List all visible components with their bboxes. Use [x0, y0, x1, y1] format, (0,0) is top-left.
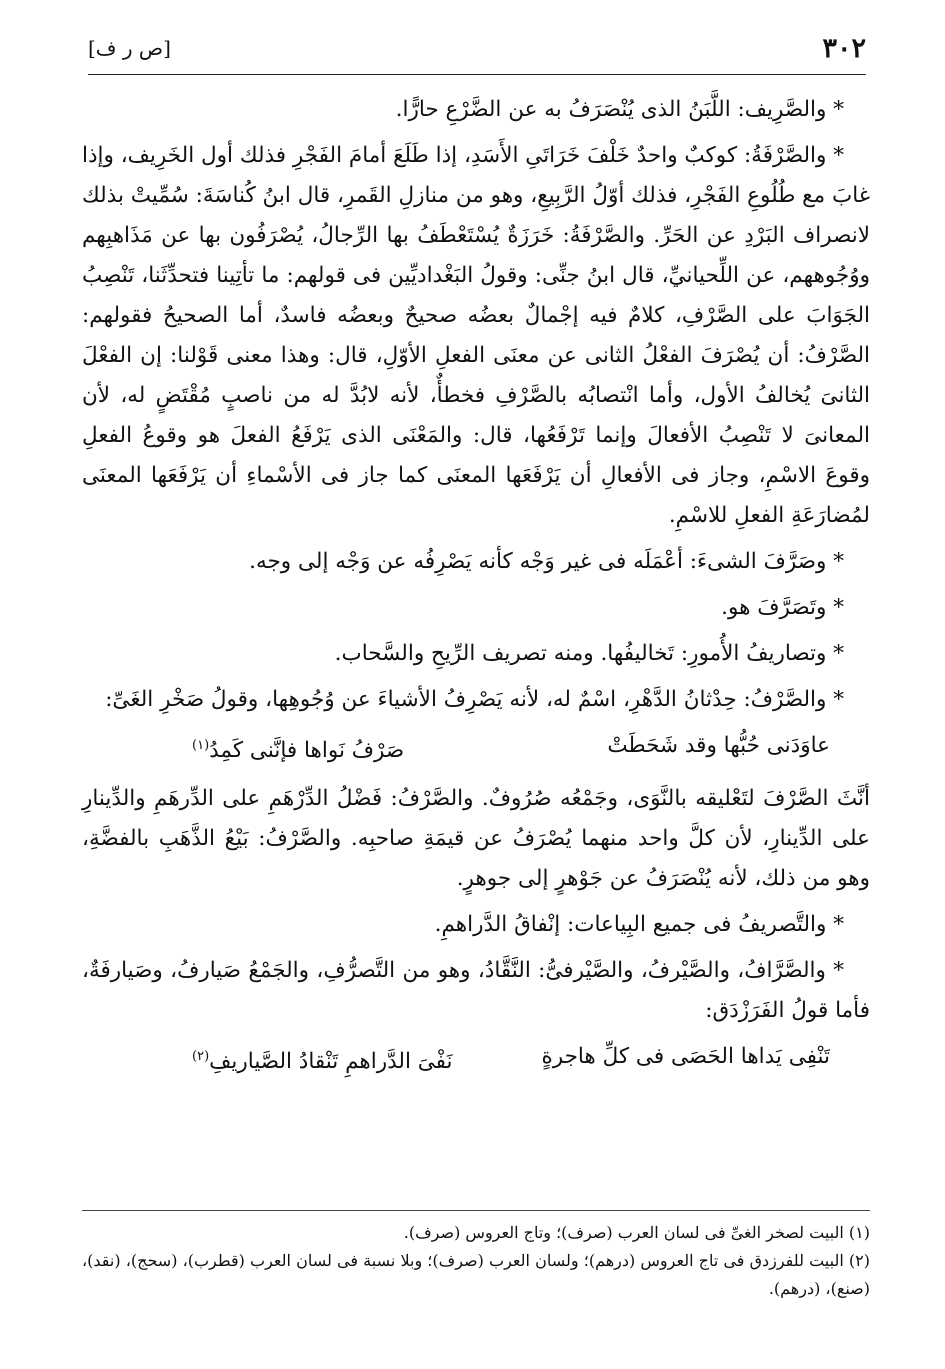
entry-paragraph: أنَّثَ الصَّرْفَ لتَعْليقه بالنَّوَى، وجَمْعُه صُرُوفٌ. والصَّرْفُ: فَضْلُ الدِّرْهَمِ على الدِّرهَمِ والدِّينارِ على الدِّينارِ، لأن كلَّ واحد منهما يُصْرَفُ عن قيمَةِ صاحبِه. والصَّرْفُ: بَيْعُ الذَّهَبِ بالفضَّةِ، وهو من ذلك، لأنه يُنْصَرَفُ عن جَوْهرٍ إلى جوهرٍ. [82, 786, 870, 892]
footnote: (١) البيت لصخر الغىِّ فى لسان العرب (صرف)؛ وتاج العروس (صرف). [403, 1223, 870, 1242]
verse-second-hemistich: صَرْفُ نَواها فإنَّنى كَمِدُ$^{(١)}$ [192, 738, 405, 764]
entry-paragraph: * والصَّرَّافُ، والصَّيْرفُ، والصَّيْرفىُّ: النَّقَّادُ، وهو من التَّصرُّفِ، والجَمْعُ صَيارفُ، وصَيارفَةٌ، فأما قولُ الفَرَزْدَق: [82, 958, 870, 1024]
verse-first-hemistich: عاوَدَنى حُبُّها وقد شَحَطَتْ [607, 733, 830, 758]
verse-line [82, 726, 870, 771]
main-text [82, 90, 870, 1090]
page-header [88, 32, 866, 75]
footnote-marker: (١) [192, 738, 210, 753]
page-number: ٣٠٢ [822, 33, 866, 64]
footnote: (٢) البيت للفرزدق فى تاج العروس (درهم)؛ ولسان العرب (صرف)؛ وبلا نسبة فى لسان العرب (قطرب)، (سحج)، (نقد)، (صنع)، (درهم). [82, 1251, 871, 1298]
entry-paragraph: * والصَّرْفُ: حِدْثانُ الدَّهْرِ، اسْمٌ له، لأنه يَصْرِفُ الأشياءَ عن وُجُوهِها، وقولُ صَخْرِ الغَىِّ: [105, 687, 844, 712]
verse-line [82, 1037, 870, 1082]
entry-paragraph: * والتَّصريفُ فى جميع البِياعات: إنْفاقُ الدَّراهمِ. [434, 912, 844, 938]
entry-paragraph: * وصَرَّفَ الشىءَ: أعْمَلَه فى غير وَجْه كأنه يَصْرِفُه عن وَجْه إلى وجه. [249, 549, 844, 574]
footnotes [82, 1210, 870, 1303]
footnote-marker: (٢) [192, 1049, 210, 1065]
entry-paragraph: * والصَّرِيف: اللَّبَنُ الذى يُنْصَرَفُ به عن الضَّرْعِ حارًّا. [395, 97, 844, 122]
verse-first-hemistich: تَنْفِى يَداها الحَصَى فى كلِّ هاجرةٍ [541, 1044, 830, 1070]
entry-paragraph: * وتَصَرَّفَ هو. [721, 595, 844, 620]
entry-paragraph: * وتصاريفُ الأُمورِ: تَخاليفُها. ومنه تصريف الرِّيحِ والسَّحاب. [334, 641, 844, 666]
verse-second-hemistich: نَفْىَ الدَّراهمِ تَنْقادُ الصَّياريفِ$^{(٢)}$ [192, 1049, 453, 1075]
running-head: [ص ر ف] [88, 36, 171, 60]
entry-paragraph: * والصَّرْفَةُ: كوكبٌ واحدٌ خَلْفَ خَرَاتَىِ الأَسَدِ، إذا طَلَعَ أمامَ الفَجْرِ فذلك أول الخَرِيف، وإذا غابَ مع طُلُوعِ الفَجْرِ، فذلك أوّلُ الرَّبِيعِ، وهو من منازلِ القَمرِ، قال ابنُ كُناسَةَ: سُمِّيتْ بذلك لانصراف البَرْدِ عن الحَرِّ. والصَّرْفَةُ: خَرَزَةٌ يُسْتَعْطَفُ بها الرِّجالُ، يُصْرَفُون بها عن مَذَاهبِهم ووُجُوههم، عن اللِّحيانيِّ، قال ابنُ جنِّى: وقولُ البَغْداديِّين فى قولهم: ما تأتِينا فتحدِّثَنا، تَنْصِبُ الجَوَابَ على الصَّرْفِ، كلامٌ فيه إجْمالٌ بعضُه صحيحٌ وبعضُه فاسدٌ، أما الصحيحُ فقولهم: الصَّرْفُ: أن يُصْرَفَ الفعْلُ الثانى عن معنَى الفعلِ الأوّلِ، قال: وهذا معنى قَوْلنا: إن الفعْلَ الثانىَ يُخالفُ الأول، وأما انْتصابُه بالصَّرْفِ فخطأٌ، لأنه لابُدَّ له من ناصبٍ مُقْتَضٍ له، لأن المعانىَ لا تَنْصِبُ الأفعالَ وإنما تَرْفَعُها، قال: والمَعْنَى الذى يَرْفَعُ الفعلَ هو وقوعُ الفعلِ وقوعَ الاسْمِ، وجاز فى الأفعالِ أن يَرْفَعَها المعنَى كما جاز فى الأسْماءِ أن يَرْفَعَها المعنَى لمُضارَعَةِ الفعلِ للاسْمِ. [82, 143, 870, 528]
